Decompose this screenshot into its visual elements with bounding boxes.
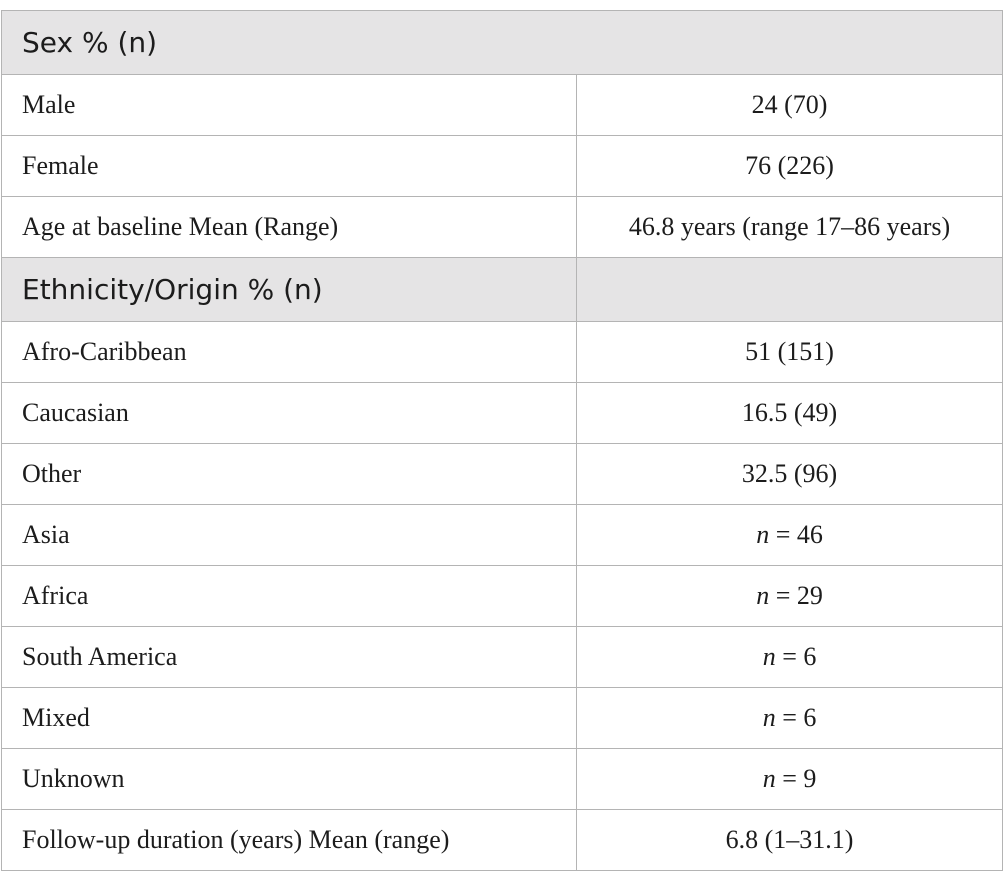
n-symbol: n [762,642,776,671]
n-count: = 6 [775,703,817,732]
row-value [577,627,1003,688]
row-value: 76 (226) [577,136,1003,197]
table-row-afro-caribbean [2,322,1003,383]
row-label: South America [2,627,577,688]
row-label: Afro-Caribbean [2,322,577,383]
row-label: Asia [2,505,577,566]
table-row-followup [2,810,1003,871]
table-row-unknown [2,749,1003,810]
n-symbol: n [756,581,770,610]
table-row-caucasian [2,383,1003,444]
table-row-other [2,444,1003,505]
ethnicity-header-empty-cell [577,258,1003,322]
row-value: 24 (70) [577,75,1003,136]
demographics-table [1,10,1003,871]
row-value: 51 (151) [577,322,1003,383]
table-row-age [2,197,1003,258]
n-symbol: n [762,703,776,732]
table-row-mixed [2,688,1003,749]
ethnicity-header-cell: Ethnicity/Origin % (n) [2,258,577,322]
table-row-africa [2,566,1003,627]
row-value: 6.8 (1–31.1) [577,810,1003,871]
section-header-sex [2,11,1003,75]
n-count: = 46 [769,520,823,549]
row-label: Male [2,75,577,136]
n-symbol: n [756,520,770,549]
row-label: Caucasian [2,383,577,444]
n-count: = 9 [775,764,817,793]
row-label: Other [2,444,577,505]
row-value: 16.5 (49) [577,383,1003,444]
row-label: Unknown [2,749,577,810]
table-row-male [2,75,1003,136]
row-label: Mixed [2,688,577,749]
table-row-south-america [2,627,1003,688]
row-label: Africa [2,566,577,627]
table-row-female [2,136,1003,197]
row-label: Age at baseline Mean (Range) [2,197,577,258]
n-count: = 29 [769,581,823,610]
row-value [577,749,1003,810]
n-symbol: n [762,764,776,793]
table-row-asia [2,505,1003,566]
row-value [577,505,1003,566]
n-count: = 6 [775,642,817,671]
row-label: Follow-up duration (years) Mean (range) [2,810,577,871]
sex-header-cell: Sex % (n) [2,11,1003,75]
row-value [577,688,1003,749]
row-value: 32.5 (96) [577,444,1003,505]
row-label: Female [2,136,577,197]
row-value: 46.8 years (range 17–86 years) [577,197,1003,258]
section-header-ethnicity [2,258,1003,322]
row-value [577,566,1003,627]
